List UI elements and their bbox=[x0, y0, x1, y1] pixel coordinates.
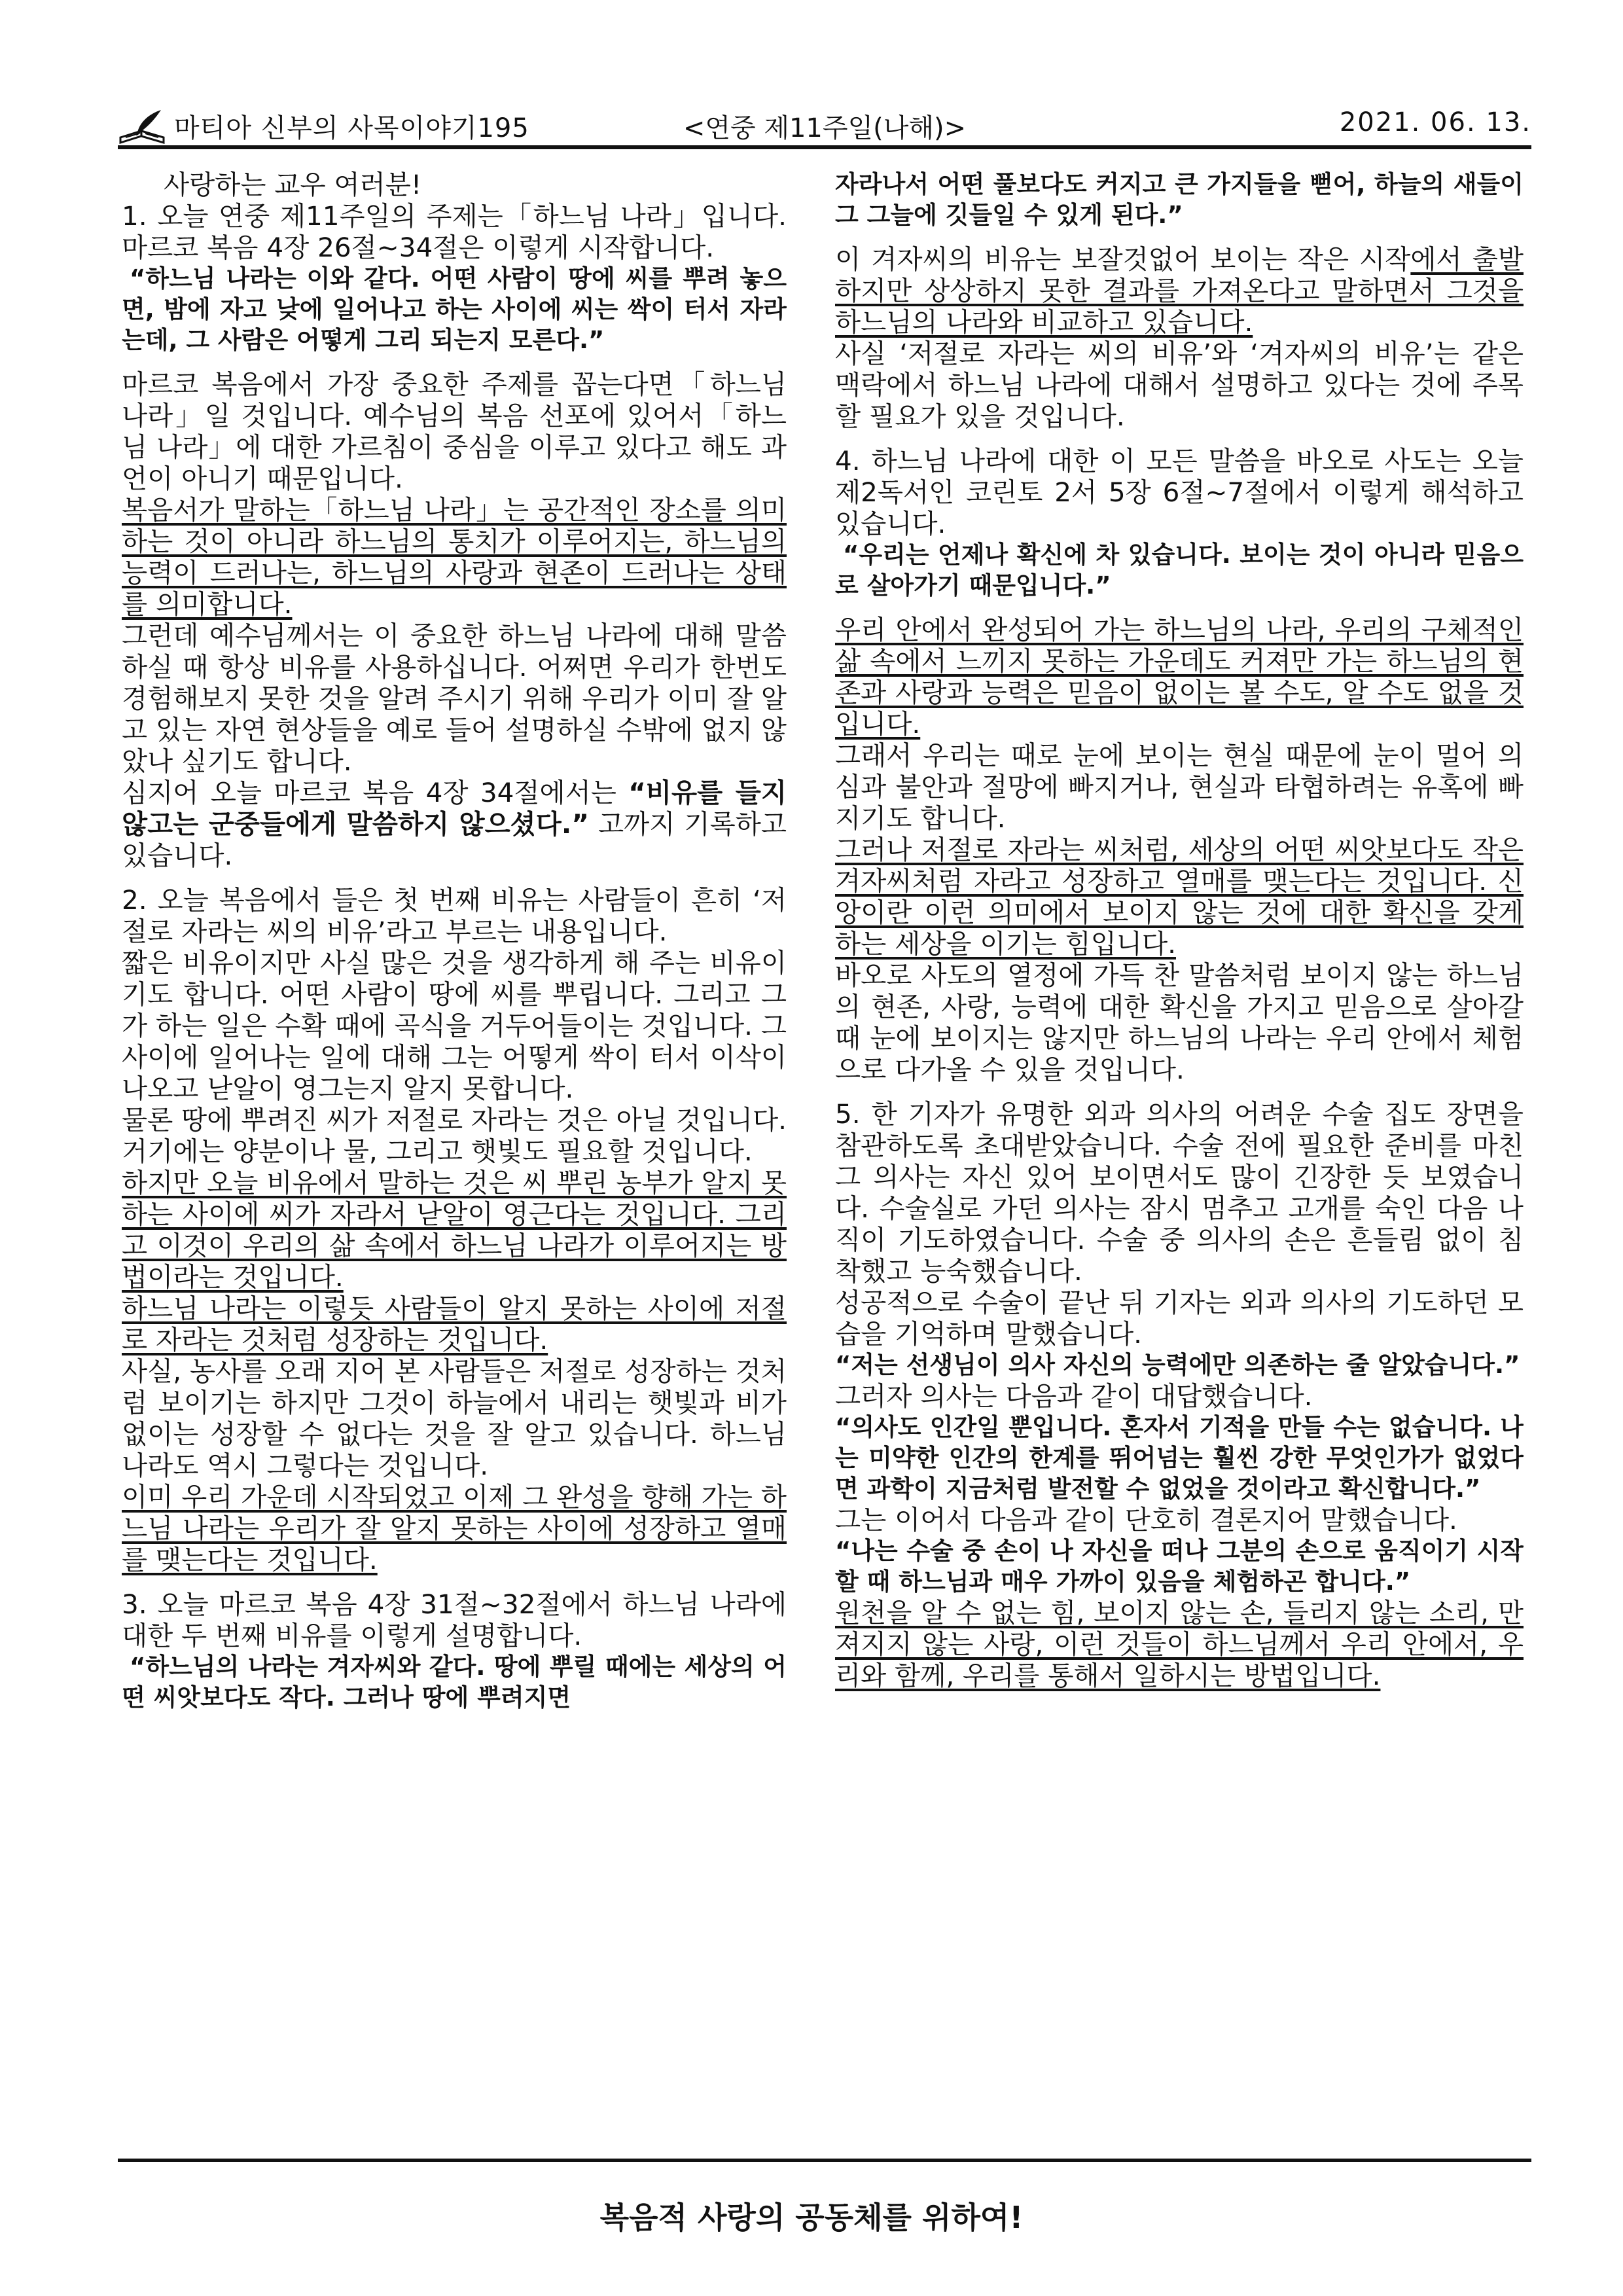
scripture-quote: “하느님 나라는 이와 같다. 어떤 사람이 땅에 씨를 뿌려 놓으면, 밤에 자고 낮에 일어나고 하는 사이에 씨는 싹이 터서 자라는데, 그 사람은 어떻게 그리 되는지 모른다.” bbox=[122, 264, 787, 354]
paragraph: 사실 ‘저절로 자라는 씨의 비유’와 ‘겨자씨의 비유’는 같은 맥락에서 하느님 나라에 대해서 설명하고 있다는 것에 주목할 필요가 있을 것입니다. bbox=[835, 338, 1524, 432]
scripture-quote: “우리는 언제나 확신에 차 있습니다. 보이는 것이 아니라 믿음으로 살아가기 때문입니다.” bbox=[835, 541, 1524, 600]
page-header bbox=[118, 105, 1531, 151]
issue-date: 2021. 06. 13. bbox=[1339, 107, 1531, 137]
paragraph: 짧은 비유이지만 사실 많은 것을 생각하게 해 주는 비유이기도 합니다. 어떤 사람이 땅에 씨를 뿌립니다. 그리고 그가 하는 일은 수확 때에 곡식을 거두어들이는 것입니다. 그사이에 일어나는 일에 대해 그는 어떻게 싹이 터서 이삭이 나오고 낟알이 영그는지 알지 못합니다. bbox=[122, 947, 787, 1104]
underlined-paragraph: 원천을 알 수 없는 힘, 보이지 않는 손, 들리지 않는 소리, 만져지지 않는 사랑, 이런 것들이 하느님께서 우리 안에서, 우리와 함께, 우리를 통해서 일하시는 방법입니다. bbox=[835, 1597, 1524, 1691]
paragraph: 그래서 우리는 때로 눈에 보이는 현실 때문에 눈이 멀어 의심과 불안과 절망에 빠지거나, 현실과 타협하려는 유혹에 빠지기도 합니다. bbox=[835, 740, 1524, 834]
paragraph: 2. 오늘 복음에서 들은 첫 번째 비유는 사람들이 흔히 ‘저절로 자라는 씨의 비유’라고 부르는 내용입니다. bbox=[122, 884, 787, 947]
underlined-paragraph: 하느님 나라는 이렇듯 사람들이 알지 못하는 사이에 저절로 자라는 것처럼 성장하는 것입니다. bbox=[122, 1293, 787, 1355]
paragraph: 5. 한 기자가 유명한 외과 의사의 어려운 수술 집도 장면을 참관하도록 초대받았습니다. 수술 전에 필요한 준비를 마친 그 의사는 자신 있어 보이면서도 많이 긴장한 듯 보였습니다. 수술실로 가던 의사는 잠시 멈추고 고개를 숙인 다음 나직이 기도하였습니다. 수술 중 의사의 손은 흔들림 없이 침착했고 능숙했습니다. bbox=[835, 1098, 1524, 1287]
header-rule bbox=[118, 145, 1531, 149]
paragraph: 그는 이어서 다음과 같이 단호히 결론지어 말했습니다. bbox=[835, 1504, 1457, 1535]
underlined-paragraph: 그러나 저절로 자라는 씨처럼, 세상의 어떤 씨앗보다도 작은 겨자씨처럼 자라고 성장하고 열매를 맺는다는 것입니다. 신앙이란 이런 의미에서 보이지 않는 것에 대한 확신을 갖게 하는 세상을 이기는 힘입니다. bbox=[835, 834, 1524, 960]
paragraph-text: 이 겨자씨의 비유는 보잘것없어 보이는 작은 시작 bbox=[835, 243, 1411, 275]
paragraph: 그러자 의사는 다음과 같이 대답했습니다. bbox=[835, 1380, 1313, 1412]
paragraph: 바오로 사도의 열정에 가득 찬 말씀처럼 보이지 않는 하느님의 현존, 사랑, 능력에 대한 확신을 가지고 믿음으로 살아갈 때 눈에 보이지는 않지만 하느님의 나라는 우리 안에서 체험으로 다가올 수 있을 것입니다. bbox=[835, 960, 1524, 1085]
newsletter-title: 마티아 신부의 사목이야기195 bbox=[174, 113, 529, 143]
paragraph: 성공적으로 수술이 끝난 뒤 기자는 외과 의사의 기도하던 모습을 기억하며 말했습니다. bbox=[835, 1287, 1524, 1350]
liturgical-title: <연중 제11주일(나해)> bbox=[683, 113, 967, 143]
inline-quote: “비유를 들지 않고는 군중들에게 말씀하지 않으셨다.” bbox=[122, 777, 787, 840]
paragraph: 마르코 복음에서 가장 중요한 주제를 꼽는다면「하느님 나라」일 것입니다. 예수님의 복음 선포에 있어서「하느님 나라」에 대한 가르침이 중심을 이루고 있다고 해도 과언이 아니기 때문입니다. bbox=[122, 368, 787, 494]
underlined-paragraph: 우리 안에서 완성되어 가는 하느님의 나라, 우리의 구체적인 삶 속에서 느끼지 못하는 가운데도 커져만 가는 하느님의 현존과 사랑과 능력은 믿음이 없이는 볼 수도, 알 수도 없을 것입니다. bbox=[835, 614, 1524, 740]
underlined-paragraph: 이미 우리 가운데 시작되었고 이제 그 완성을 향해 가는 하느님 나라는 우리가 잘 알지 못하는 사이에 성장하고 열매를 맺는다는 것입니다. bbox=[122, 1481, 787, 1575]
underlined-paragraph: 복음서가 말하는「하느님 나라」는 공간적인 장소를 의미하는 것이 아니라 하느님의 통치가 이루어지는, 하느님의 능력이 드러나는, 하느님의 사랑과 현존이 드러나는 상태를 의미합니다. bbox=[122, 494, 787, 620]
paragraph: 사실, 농사를 오래 지어 본 사람들은 저절로 성장하는 것처럼 보이기는 하지만 그것이 하늘에서 내리는 햇빛과 비가 없이는 성장할 수 없다는 것을 잘 알고 있습니다. 하느님 나라도 역시 그렇다는 것입니다. bbox=[122, 1355, 787, 1481]
paragraph bbox=[122, 777, 787, 871]
dialogue-quote: “나는 수술 중 손이 나 자신을 떠나 그분의 손으로 움직이기 시작할 때 하느님과 매우 가까이 있음을 체험하곤 합니다.” bbox=[835, 1537, 1524, 1596]
scripture-quote: 자라나서 어떤 풀보다도 커지고 큰 가지들을 뻗어, 하늘의 새들이 그 그늘에 깃들일 수 있게 된다.” bbox=[835, 170, 1524, 229]
greeting: 사랑하는 교우 여러분! bbox=[164, 169, 422, 200]
underlined-paragraph: 하지만 오늘 비유에서 말하는 것은 씨 뿌린 농부가 알지 못하는 사이에 씨가 자라서 낟알이 영근다는 것입니다. 그리고 이것이 우리의 삶 속에서 하느님 나라가 이루어지는 방법이라는 것입니다. bbox=[122, 1167, 787, 1293]
paragraph-text: 심지어 오늘 마르코 복음 4장 34절에서는 bbox=[122, 777, 629, 808]
scripture-quote: “하느님의 나라는 겨자씨와 같다. 땅에 뿌릴 때에는 세상의 어떤 씨앗보다도 작다. 그러나 땅에 뿌려지면 bbox=[122, 1653, 787, 1712]
paragraph: 3. 오늘 마르코 복음 4장 31절~32절에서 하느님 나라에 대한 두 번째 비유를 이렇게 설명합니다. bbox=[122, 1588, 787, 1651]
underlined-text: 에서 출발하지만 상상하지 못한 결과를 가져온다고 말하면서 그것을 하느님의 나라와 비교하고 있습니다. bbox=[835, 243, 1524, 338]
footer-slogan: 복음적 사랑의 공동체를 위하여! bbox=[599, 2200, 1024, 2235]
paragraph: 그런데 예수님께서는 이 중요한 하느님 나라에 대해 말씀하실 때 항상 비유를 사용하십니다. 어쩌면 우리가 한번도 경험해보지 못한 것을 알려 주시기 위해 우리가 이미 잘 알고 있는 자연 현상들을 예로 들어 설명하실 수밖에 없지 않았나 싶기도 합니다. bbox=[122, 620, 787, 777]
paragraph: 1. 오늘 연중 제11주일의 주제는「하느님 나라」입니다. 마르코 복음 4장 26절~34절은 이렇게 시작합니다. bbox=[122, 200, 787, 263]
right-column bbox=[835, 169, 1524, 2139]
paragraph: 물론 땅에 뿌려진 씨가 저절로 자라는 것은 아닐 것입니다. 거기에는 양분이나 물, 그리고 햇빛도 필요할 것입니다. bbox=[122, 1104, 787, 1167]
paragraph-text: 고까지 기록하고 있습니다. bbox=[122, 808, 787, 871]
dialogue-quote: “의사도 인간일 뿐입니다. 혼자서 기적을 만들 수는 없습니다. 나는 미약한 인간의 한계를 뛰어넘는 훨씬 강한 무엇인가가 없었다면 과학이 지금처럼 발전할 수 없었을 것이라고 확신합니다.” bbox=[835, 1413, 1524, 1503]
paragraph: 4. 하느님 나라에 대한 이 모든 말씀을 바오로 사도는 오늘 제2독서인 코린토 2서 5장 6절~7절에서 이렇게 해석하고 있습니다. bbox=[835, 445, 1524, 539]
dialogue-quote: “저는 선생님이 의사 자신의 능력에만 의존하는 줄 알았습니다.” bbox=[835, 1351, 1520, 1379]
paragraph bbox=[835, 243, 1524, 338]
footer-rule bbox=[118, 2159, 1531, 2162]
left-column bbox=[122, 169, 787, 2139]
